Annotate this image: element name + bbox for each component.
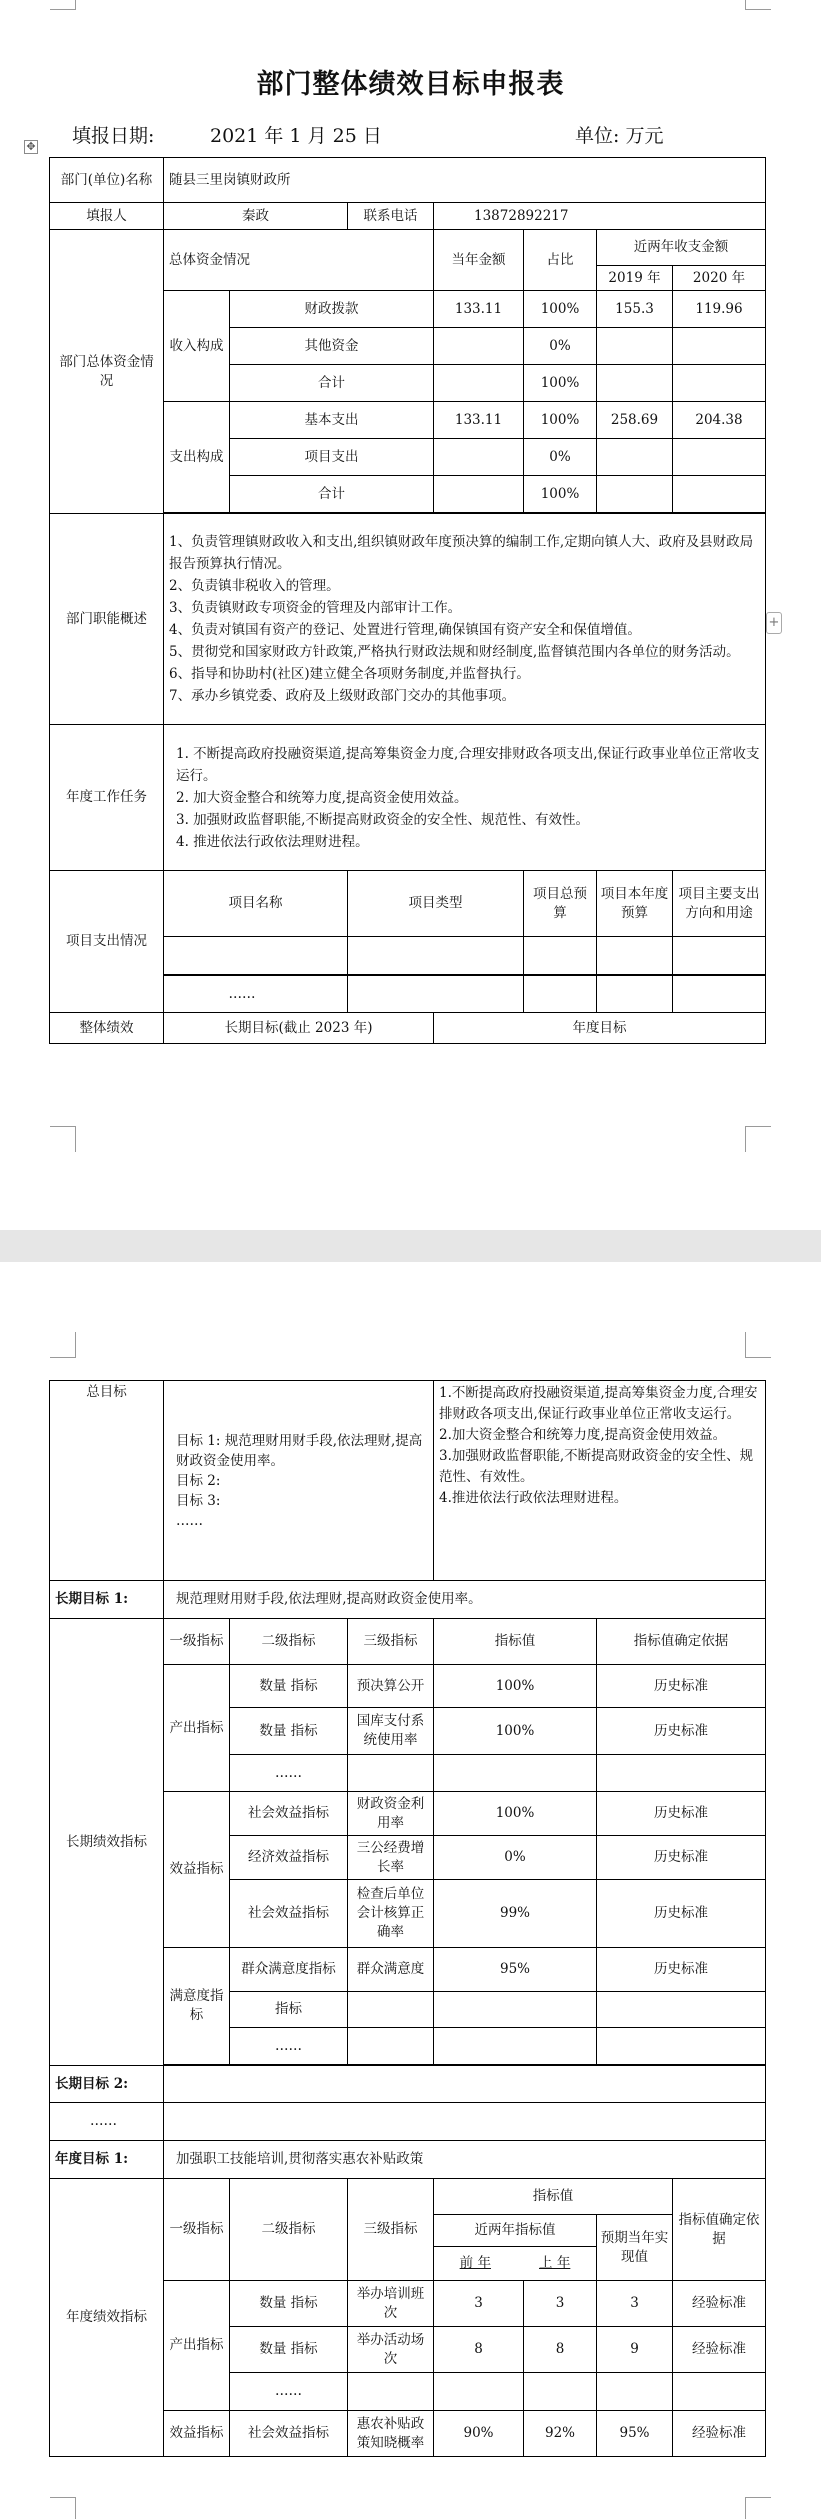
dept-label: 部门(单位)名称 <box>50 158 164 203</box>
annual-last: 3 <box>524 2281 597 2327</box>
income-2020: 119.96 <box>673 291 766 328</box>
task-item: 1. 不断提高政府投融资渠道,提高筹集资金力度,合理安排财政各项支出,保证行政事业单位正常收支运行。 <box>176 745 760 784</box>
annual-expected: 3 <box>597 2281 673 2327</box>
filler-label: 填报人 <box>50 203 164 230</box>
overall-long-term: 长期目标(截止 2023 年) <box>164 1013 434 1044</box>
annual-header-second: 二级指标 <box>230 2179 348 2281</box>
annual-second: 数量 指标 <box>230 2327 348 2373</box>
add-column-icon[interactable]: + <box>766 612 782 634</box>
indicator-value: 95% <box>434 1948 597 1992</box>
duty-item: 6、指导和协助村(社区)建立健全各项财务制度,并监督执行。 <box>169 666 530 682</box>
duty-item: 5、贯彻党和国家财政方针政策,严格执行财政法规和财经制度,监督镇范围内各单位的财务活动。 <box>169 644 740 660</box>
expense-label: 支出构成 <box>164 402 230 513</box>
annual-third: 惠农补贴政策知晓概率 <box>348 2411 434 2457</box>
year-2020-header: 2020 年 <box>673 266 766 291</box>
page-2 <box>0 1262 821 2519</box>
year-2019-header: 2019 年 <box>597 266 673 291</box>
project-ellipsis: …… <box>164 976 348 1013</box>
annual-tasks-list <box>176 743 762 853</box>
long-goal-item: 目标 1: 规范理财用财手段,依法理财,提高财政资金使用率。 <box>176 1432 423 1469</box>
annual-expected: 9 <box>597 2327 673 2373</box>
page-corner-mark <box>745 1332 771 1358</box>
annual-header-first: 一级指标 <box>164 2179 230 2281</box>
annual-header-value: 指标值 <box>434 2179 673 2215</box>
unit-label: 单位: 万元 <box>575 125 664 147</box>
fill-date: 2021 年 1 月 25 日 <box>210 125 382 147</box>
ind-header-first: 一级指标 <box>164 1619 230 1665</box>
page-1 <box>0 0 821 1230</box>
long-goal-item: 目标 3: <box>176 1492 221 1509</box>
page-corner-mark <box>50 0 76 10</box>
annual-header-basis: 指标值确定依据 <box>673 2179 766 2281</box>
filler-value: 秦政 <box>164 203 348 230</box>
current-amount-header: 当年金额 <box>434 230 524 291</box>
income-amount: 133.11 <box>434 291 524 328</box>
duty-item: 7、承办乡镇党委、政府及上级财政部门交办的其他事项。 <box>169 688 516 704</box>
task-item: 3. 加强财政监督职能,不断提高财政资金的安全性、规范性、有效性。 <box>176 811 589 828</box>
expense-amount <box>434 439 524 476</box>
project-name-header: 项目名称 <box>164 871 348 937</box>
indicator-basis: 历史标准 <box>597 1836 766 1880</box>
page-gap <box>0 1230 821 1262</box>
annual-prev: 8 <box>434 2327 524 2373</box>
income-ratio: 100% <box>524 291 597 328</box>
annual-header-last: 上 年 <box>539 2255 571 2271</box>
expense-2019 <box>597 476 673 513</box>
expense-2019 <box>597 439 673 476</box>
ind-header-basis: 指标值确定依据 <box>597 1619 766 1665</box>
satisfaction-label: 满意度指标 <box>164 1948 230 2065</box>
indicator-value: 99% <box>434 1880 597 1948</box>
page-corner-mark <box>745 2497 771 2519</box>
income-amount <box>434 328 524 365</box>
third-indicator: 预决算公开 <box>348 1665 434 1708</box>
duty-item: 2、负责镇非税收入的管理。 <box>169 578 340 594</box>
project-use-header: 项目主要支出方向和用途 <box>673 871 766 937</box>
indicator-value: 0% <box>434 1836 597 1880</box>
duty-item: 3、负责镇财政专项资金的管理及内部审计工作。 <box>169 600 462 616</box>
second-indicator: 数量 指标 <box>230 1708 348 1755</box>
annual-basis: 经验标准 <box>673 2281 766 2327</box>
expense-amount <box>434 476 524 513</box>
second-indicator: 经济效益指标 <box>230 1836 348 1880</box>
income-2020 <box>673 365 766 402</box>
income-name: 财政拨款 <box>230 291 434 328</box>
second-indicator: 数量 指标 <box>230 1665 348 1708</box>
fill-date-label: 填报日期: <box>72 125 155 147</box>
duties-list <box>169 531 762 707</box>
annual-basis: 经验标准 <box>673 2411 766 2457</box>
long-goals-ellipsis: …… <box>50 2103 164 2141</box>
income-2020 <box>673 328 766 365</box>
income-ratio: 100% <box>524 365 597 402</box>
long-goal-1-label: 长期目标 1: <box>50 1581 164 1619</box>
third-indicator: 三公经费增长率 <box>348 1836 434 1880</box>
ratio-header: 占比 <box>524 230 597 291</box>
long-goal-item: 目标 2: <box>176 1472 221 1489</box>
page-corner-mark <box>50 2497 76 2519</box>
annual-benefit-label: 效益指标 <box>164 2411 230 2457</box>
second-indicator: 社会效益指标 <box>230 1880 348 1948</box>
expense-ratio: 0% <box>524 439 597 476</box>
satisfaction-sub: 指标 <box>230 1992 348 2028</box>
dept-value: 随县三里岗镇财政所 <box>164 158 766 203</box>
annual-expected: 95% <box>597 2411 673 2457</box>
annual-last: 8 <box>524 2327 597 2373</box>
annual-header-expected: 预期当年实现值 <box>597 2215 673 2281</box>
funds-section-label: 部门总体资金情况 <box>50 230 164 514</box>
satisfaction-ellipsis: …… <box>230 2028 348 2065</box>
indicator-value: 100% <box>434 1792 597 1836</box>
annual-output-label: 产出指标 <box>164 2281 230 2411</box>
indicator-table <box>49 1380 766 2457</box>
phone-value: 13872892217 <box>434 203 766 230</box>
two-year-header: 近两年收支金额 <box>597 230 766 266</box>
expense-ratio: 100% <box>524 476 597 513</box>
income-name: 其他资金 <box>230 328 434 365</box>
overall-funds-label: 总体资金情况 <box>164 230 434 291</box>
ind-header-value: 指标值 <box>434 1619 597 1665</box>
page-title: 部门整体绩效目标申报表 <box>256 69 565 100</box>
third-indicator: 群众满意度 <box>348 1948 434 1992</box>
indicator-basis: 历史标准 <box>597 1665 766 1708</box>
overall-goal-label: 总目标 <box>50 1381 164 1581</box>
expense-2020 <box>673 476 766 513</box>
annual-goal-item: 3.加强财政监督职能,不断提高财政资金的安全性、规范性、有效性。 <box>439 1448 754 1485</box>
long-goals-list <box>176 1431 430 1531</box>
task-item: 4. 推进依法行政依法理财进程。 <box>176 833 369 850</box>
expense-name: 合计 <box>230 476 434 513</box>
annual-tasks-label: 年度工作任务 <box>50 725 164 871</box>
expense-name: 基本支出 <box>230 402 434 439</box>
annual-prev: 3 <box>434 2281 524 2327</box>
page-corner-mark <box>50 1332 76 1358</box>
indicator-basis: 历史标准 <box>597 1880 766 1948</box>
income-ratio: 0% <box>524 328 597 365</box>
project-total-header: 项目总预算 <box>524 871 597 937</box>
expense-amount: 133.11 <box>434 402 524 439</box>
annual-third: 举办活动场次 <box>348 2327 434 2373</box>
indicator-value: 100% <box>434 1708 597 1755</box>
annual-second: 社会效益指标 <box>230 2411 348 2457</box>
indicator-basis: 历史标准 <box>597 1792 766 1836</box>
duty-item: 1、负责管理镇财政收入和支出,组织镇财政年度预决算的编制工作,定期向镇人大、政府及县财政局报告预算执行情况。 <box>169 534 754 572</box>
annual-indicators-label: 年度绩效指标 <box>50 2179 164 2457</box>
output-ellipsis: …… <box>230 1755 348 1792</box>
annual-prev: 90% <box>434 2411 524 2457</box>
long-goal-2-label: 长期目标 2: <box>50 2066 164 2103</box>
annual-goal-item: 1.不断提高政府投融资渠道,提高筹集资金力度,合理安排财政各项支出,保证行政事业单位正常收支运行。 <box>439 1385 758 1422</box>
output-label: 产出指标 <box>164 1665 230 1792</box>
overall-label: 整体绩效 <box>50 1013 164 1044</box>
annual-header-prev: 前 年 <box>459 2255 491 2271</box>
annual-output-ellipsis: …… <box>230 2373 348 2411</box>
indicator-basis: 历史标准 <box>597 1708 766 1755</box>
indicator-value: 100% <box>434 1665 597 1708</box>
third-indicator: 检查后单位会计核算正确率 <box>348 1880 434 1948</box>
long-goal-item: …… <box>176 1512 203 1529</box>
task-item: 2. 加大资金整合和统筹力度,提高资金使用效益。 <box>176 789 468 806</box>
annual-goal-item: 2.加大资金整合和统筹力度,提高资金使用效益。 <box>439 1427 727 1443</box>
income-name: 合计 <box>230 365 434 402</box>
income-2019 <box>597 365 673 402</box>
page-corner-mark <box>745 0 771 10</box>
annual-header-third: 三级指标 <box>348 2179 434 2281</box>
expense-name: 项目支出 <box>230 439 434 476</box>
income-2019: 155.3 <box>597 291 673 328</box>
annual-goal-item: 4.推进依法行政依法理财进程。 <box>439 1490 628 1506</box>
third-indicator: 国库支付系统使用率 <box>348 1708 434 1755</box>
benefit-label: 效益指标 <box>164 1792 230 1948</box>
ind-header-third: 三级指标 <box>348 1619 434 1665</box>
long-indicators-label: 长期绩效指标 <box>50 1619 164 2066</box>
project-type-header: 项目类型 <box>348 871 524 937</box>
annual-goals-list <box>439 1383 762 1509</box>
second-indicator: 社会效益指标 <box>230 1792 348 1836</box>
income-amount <box>434 365 524 402</box>
long-goal-1-text: 规范理财用财手段,依法理财,提高财政资金使用率。 <box>164 1581 766 1619</box>
annual-third: 举办培训班次 <box>348 2281 434 2327</box>
second-indicator: 群众满意度指标 <box>230 1948 348 1992</box>
page-corner-mark <box>745 1126 771 1152</box>
expense-2020 <box>673 439 766 476</box>
summary-table <box>49 157 766 1044</box>
expense-ratio: 100% <box>524 402 597 439</box>
annual-goal-1-label: 年度目标 1: <box>50 2141 164 2179</box>
expense-2020: 204.38 <box>673 402 766 439</box>
duties-label: 部门职能概述 <box>50 514 164 725</box>
page-corner-mark <box>50 1126 76 1152</box>
duty-item: 4、负责对镇国有资产的登记、处置进行管理,确保镇国有资产安全和保值增值。 <box>169 622 641 638</box>
indicator-basis: 历史标准 <box>597 1948 766 1992</box>
project-year-header: 项目本年度预算 <box>597 871 673 937</box>
annual-second: 数量 指标 <box>230 2281 348 2327</box>
table-move-handle-icon[interactable]: ✥ <box>24 140 38 154</box>
income-2019 <box>597 328 673 365</box>
phone-label: 联系电话 <box>348 203 434 230</box>
third-indicator: 财政资金利用率 <box>348 1792 434 1836</box>
projects-label: 项目支出情况 <box>50 871 164 1013</box>
annual-header-two-year: 近两年指标值 <box>434 2215 597 2247</box>
overall-annual: 年度目标 <box>434 1013 766 1044</box>
annual-last: 92% <box>524 2411 597 2457</box>
annual-basis: 经验标准 <box>673 2327 766 2373</box>
income-label: 收入构成 <box>164 291 230 402</box>
expense-2019: 258.69 <box>597 402 673 439</box>
annual-goal-1-text: 加强职工技能培训,贯彻落实惠农补贴政策 <box>164 2141 766 2179</box>
ind-header-second: 二级指标 <box>230 1619 348 1665</box>
